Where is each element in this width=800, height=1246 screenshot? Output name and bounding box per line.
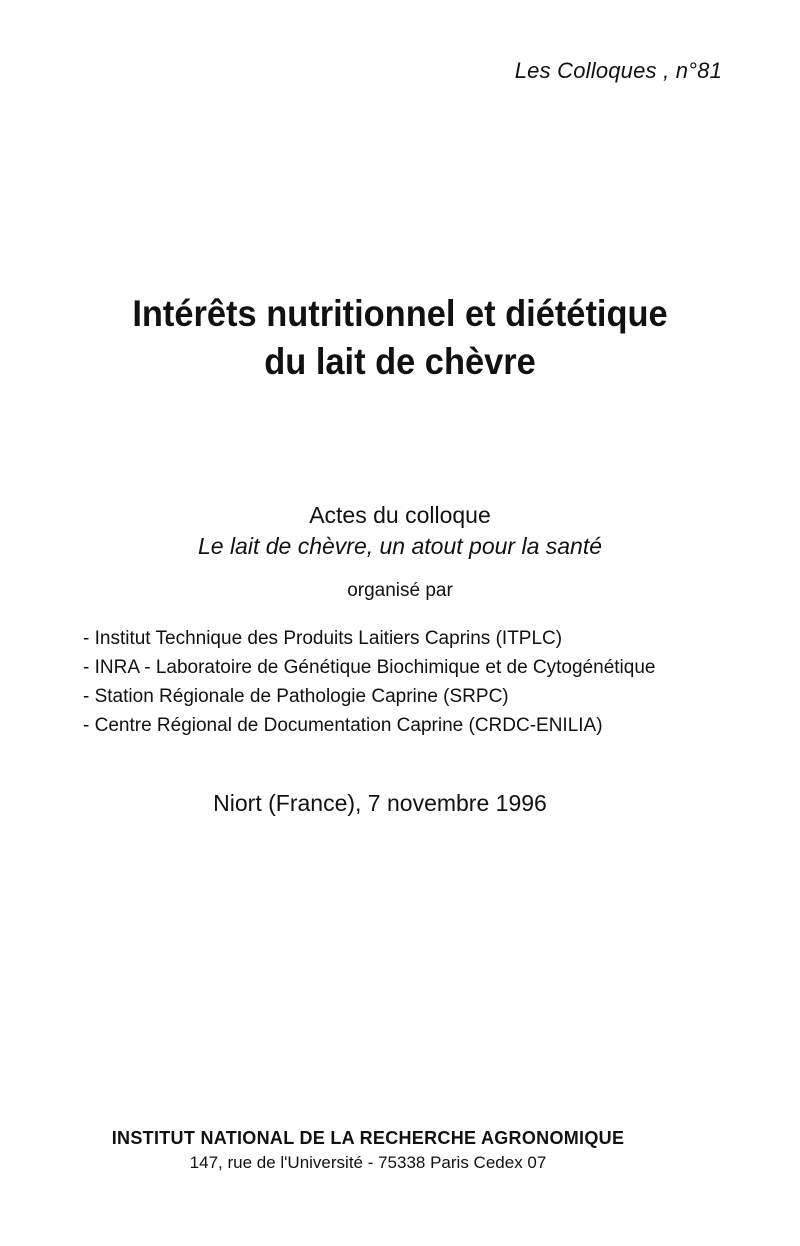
organizer-item: - Centre Régional de Documentation Caprine (CRDC-ENILIA) [83, 715, 603, 736]
title-line-2: du lait de chèvre [264, 341, 536, 382]
proceedings-label: Actes du colloque [309, 502, 491, 528]
document-title [28, 290, 772, 386]
organizers-list [83, 624, 655, 740]
publisher-name: INSTITUT NATIONAL DE LA RECHERCHE AGRONOMIQUE [111, 1128, 625, 1148]
place-and-date: Niort (France), 7 novembre 1996 [213, 790, 547, 816]
organized-by-label: organisé par [347, 580, 453, 601]
organizer-item: - INRA - Laboratoire de Génétique Biochimique et de Cytogénétique [83, 657, 656, 678]
organizer-item: - Station Régionale de Pathologie Caprine (SRPC) [83, 686, 509, 707]
colloquium-subtitle: Le lait de chèvre, un atout pour la santé [197, 533, 603, 559]
title-line-1: Intérêts nutritionnel et diététique [132, 293, 668, 334]
publisher-address: 147, rue de l'Université - 75338 Paris Cedex 07 [189, 1153, 547, 1172]
organizer-item: - Institut Technique des Produits Laitiers Caprins (ITPLC) [83, 628, 563, 649]
proceedings-block [0, 500, 800, 562]
series-label: Les Colloques , n°81 [514, 58, 722, 83]
